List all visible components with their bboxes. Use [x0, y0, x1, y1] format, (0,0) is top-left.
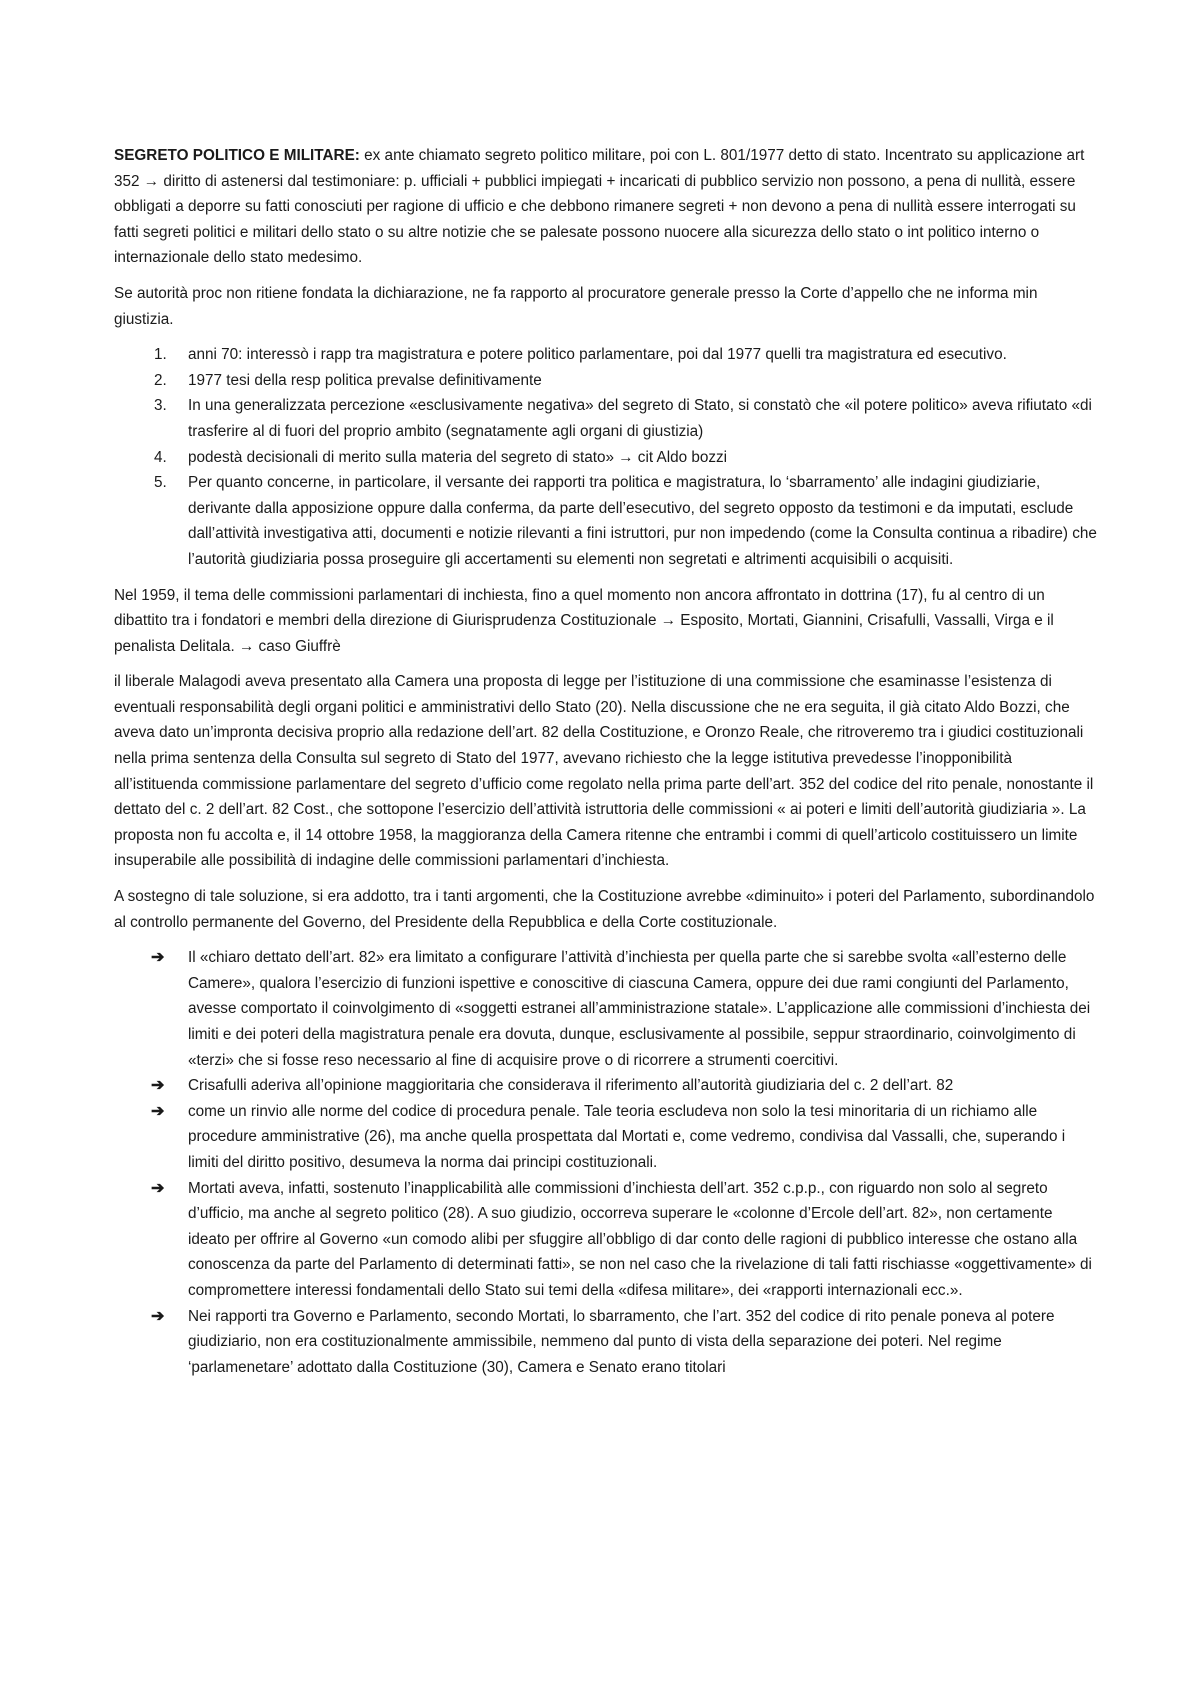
list-item-text: anni 70: interessò i rapp tra magistratura e potere politico parlamentare, poi dal 1977 quelli tra magistratura ed esecutivo. — [188, 346, 1007, 364]
list-number: 1. — [154, 346, 167, 364]
procura-paragraph: Se autorità proc non ritiene fondata la dichiarazione, ne fa rapporto al procuratore generale presso la Corte d’appello che ne informa min giustizia. — [114, 284, 1038, 328]
paragraph-1959: Nel 1959, il tema delle commissioni parlamentari di inchiesta, fino a quel momento non ancora affrontato in dottrina (17), fu al centro di un dibattito tra i fondatori e membri della direzione di Giurisprudenza Costituzionale → Esposito, Mortati, Giannini, Crisafulli, Vassalli, Virga e il penalista Delitala. → caso Giuffrè — [114, 586, 1054, 655]
intro-text: ex ante chiamato segreto politico militare, poi con L. 801/1977 detto di stato. Incentrato su applicazione art 352 → diritto di astenersi dal testimoniare: p. ufficiali + pubblici impiegati + incaricati di pubblico servizio non possono, a pena di nullità, essere obbligati a deporre su fatti conosciuti per ragione di ufficio e che debbono rimanere segreti + non devono a pena di nullità essere interrogati su fatti segreti politici e militari dello stato o su altre notizie che se palesate possono nuocere alla sicurezza dello stato o int politico interno o internazionale dello stato medesimo. — [114, 147, 1085, 267]
numbered-list — [114, 342, 1098, 572]
list-number: 2. — [154, 371, 167, 389]
list-item-text: Nei rapporti tra Governo e Parlamento, secondo Mortati, lo sbarramento, che l’art. 352 del codice di rito penale poneva al potere giudiziario, non era costituzionalmente ammissibile, nemmeno dal punto di vista della separazione dei poteri. Nel regime ‘parlamenetare’ adottato dalla Costituzione (30), Camera e Senato erano titolari — [188, 1307, 1055, 1376]
arrow-list — [114, 945, 1098, 1380]
arrow-list-item — [114, 1073, 1098, 1099]
list-number: 5. — [154, 474, 167, 492]
numbered-list-item — [114, 342, 1098, 368]
list-item-text: 1977 tesi della resp politica prevalse definitivamente — [188, 371, 542, 389]
arrow-list-item — [114, 1176, 1098, 1304]
numbered-list-item — [114, 393, 1098, 444]
list-item-text: come un rinvio alle norme del codice di procedura penale. Tale teoria escludeva non solo la tesi minoritaria di un richiamo alle procedure amministrative (26), ma anche quella prospettata dal Mortati e, come vedremo, condivisa dal Vassalli, che, superando i limiti del diritto positivo, desumeva la norma dai principi costituzionali. — [188, 1102, 1066, 1171]
arrow-list-item — [114, 945, 1098, 1073]
numbered-list-item — [114, 445, 1098, 471]
intro-paragraph — [114, 143, 1098, 271]
arrow-bullet-icon: ➔ — [151, 1179, 165, 1197]
list-item-text: Mortati aveva, infatti, sostenuto l’inapplicabilità alle commissioni d’inchiesta dell’art. 352 c.p.p., con riguardo non solo al segreto d’ufficio, ma anche al segreto politico (28). A suo giudizio, occorreva superare le «colonne d’Ercole dell’art. 82», non certamente ideato per offrire al Governo «un comodo alibi per sfuggire all’obbligo di dar conto delle ragioni di pubblico interesse che ostano alla conoscenza da parte del Parlamento di determinati fatti», se non nel caso che la rivelazione di tali fatti rischiasse «oggettivamente» di compromettere interessi fondamentali dello Stato sui temi della «difesa militare», dei «rapporti internazionali ecc.». — [188, 1179, 1092, 1299]
section-heading: SEGRETO POLITICO E MILITARE: — [114, 147, 360, 164]
arrow-bullet-icon: ➔ — [151, 1077, 165, 1095]
paragraph-sostegno: A sostegno di tale soluzione, si era addotto, tra i tanti argomenti, che la Costituzione avrebbe «diminuito» i poteri del Parlamento, subordinandolo al controllo permanente del Governo, del Presidente della Repubblica e della Corte costituzionale. — [114, 888, 1095, 931]
list-number: 3. — [154, 397, 167, 415]
list-item-text: Per quanto concerne, in particolare, il versante dei rapporti tra politica e magistratura, lo ‘sbarramento’ alle indagini giudiziarie, derivante dalla apposizione oppure dalla conferma, da parte dell’esecutivo, del segreto opposto da testimoni e da imputati, esclude dall’attività investigativa atti, documenti e notizie rilevanti a fini istruttori, pur non impedendo (come la Consulta continua a ribadire) che l’autorità giudiziaria possa proseguire gli accertamenti su elementi non segretati e altrimenti acquisibili o acquisiti. — [188, 474, 1097, 568]
arrow-list-item — [114, 1099, 1098, 1176]
list-item-text: Crisafulli aderiva all’opinione maggioritaria che considerava il riferimento all’autorità giudiziaria del c. 2 dell’art. 82 — [188, 1077, 954, 1095]
list-item-text: In una generalizzata percezione «esclusivamente negativa» del segreto di Stato, si constatò che «il potere politico» aveva rifiutato «di trasferire al di fuori del proprio ambito (segnatamente agli organi di giustizia) — [188, 397, 1092, 440]
arrow-bullet-icon: ➔ — [151, 1102, 165, 1120]
arrow-list-item — [114, 1304, 1098, 1381]
arrow-bullet-icon: ➔ — [151, 949, 165, 967]
arrow-bullet-icon: ➔ — [151, 1307, 165, 1325]
list-item-text: Il «chiaro dettato dell’art. 82» era limitato a configurare l’attività d’inchiesta per quella parte che si sarebbe svolta «all’esterno delle Camere», qualora l’esercizio di funzioni ispettive e conoscitive di ciascuna Camera, oppure dei due rami congiunti del Parlamento, avesse comportato il coinvolgimento di «soggetti estranei all’amministrazione statale». L’applicazione alle commissioni d’inchiesta dei limiti e dei poteri della magistratura penale era dovuta, dunque, esclusivamente al possibile, seppur straordinario, coinvolgimento di «terzi» che si fosse reso necessario al fine di acquisire prove o di ricorrere a strumenti coercitivi. — [188, 949, 1091, 1069]
list-number: 4. — [154, 448, 167, 466]
numbered-list-item — [114, 470, 1098, 572]
paragraph-malagodi: il liberale Malagodi aveva presentato alla Camera una proposta di legge per l’istituzione di una commissione che esaminasse l’esistenza di eventuali responsabilità degli organi politici e amministrativi dello Stato (20). Nella discussione che ne era seguita, il già citato Aldo Bozzi, che aveva dato un’impronta decisiva proprio alla redazione dell’art. 82 della Costituzione, e Oronzo Reale, che ritroveremo tra i giudici costituzionali nella prima sentenza della Consulta sul segreto di Stato del 1977, avevano richiesto che la legge istitutiva prevedesse l’inopponibilità all’istituenda commissione parlamentare del segreto d’ufficio come regolato nella prima parte dell’art. 352 del codice del rito penale, nonostante il dettato del c. 2 dell’art. 82 Cost., che sottopone l’esercizio dell’attività istruttoria delle commissioni « ai poteri e limiti dell’autorità giudiziaria ». La proposta non fu accolta e, il 14 ottobre 1958, la maggioranza della Camera ritenne che entrambi i commi di quell’articolo costituissero un limite insuperabile alle possibilità di indagine delle commissioni parlamentari d’inchiesta. — [114, 673, 1094, 870]
list-item-text: podestà decisionali di merito sulla materia del segreto di stato» → cit Aldo bozzi — [188, 448, 728, 466]
numbered-list-item — [114, 368, 1098, 394]
